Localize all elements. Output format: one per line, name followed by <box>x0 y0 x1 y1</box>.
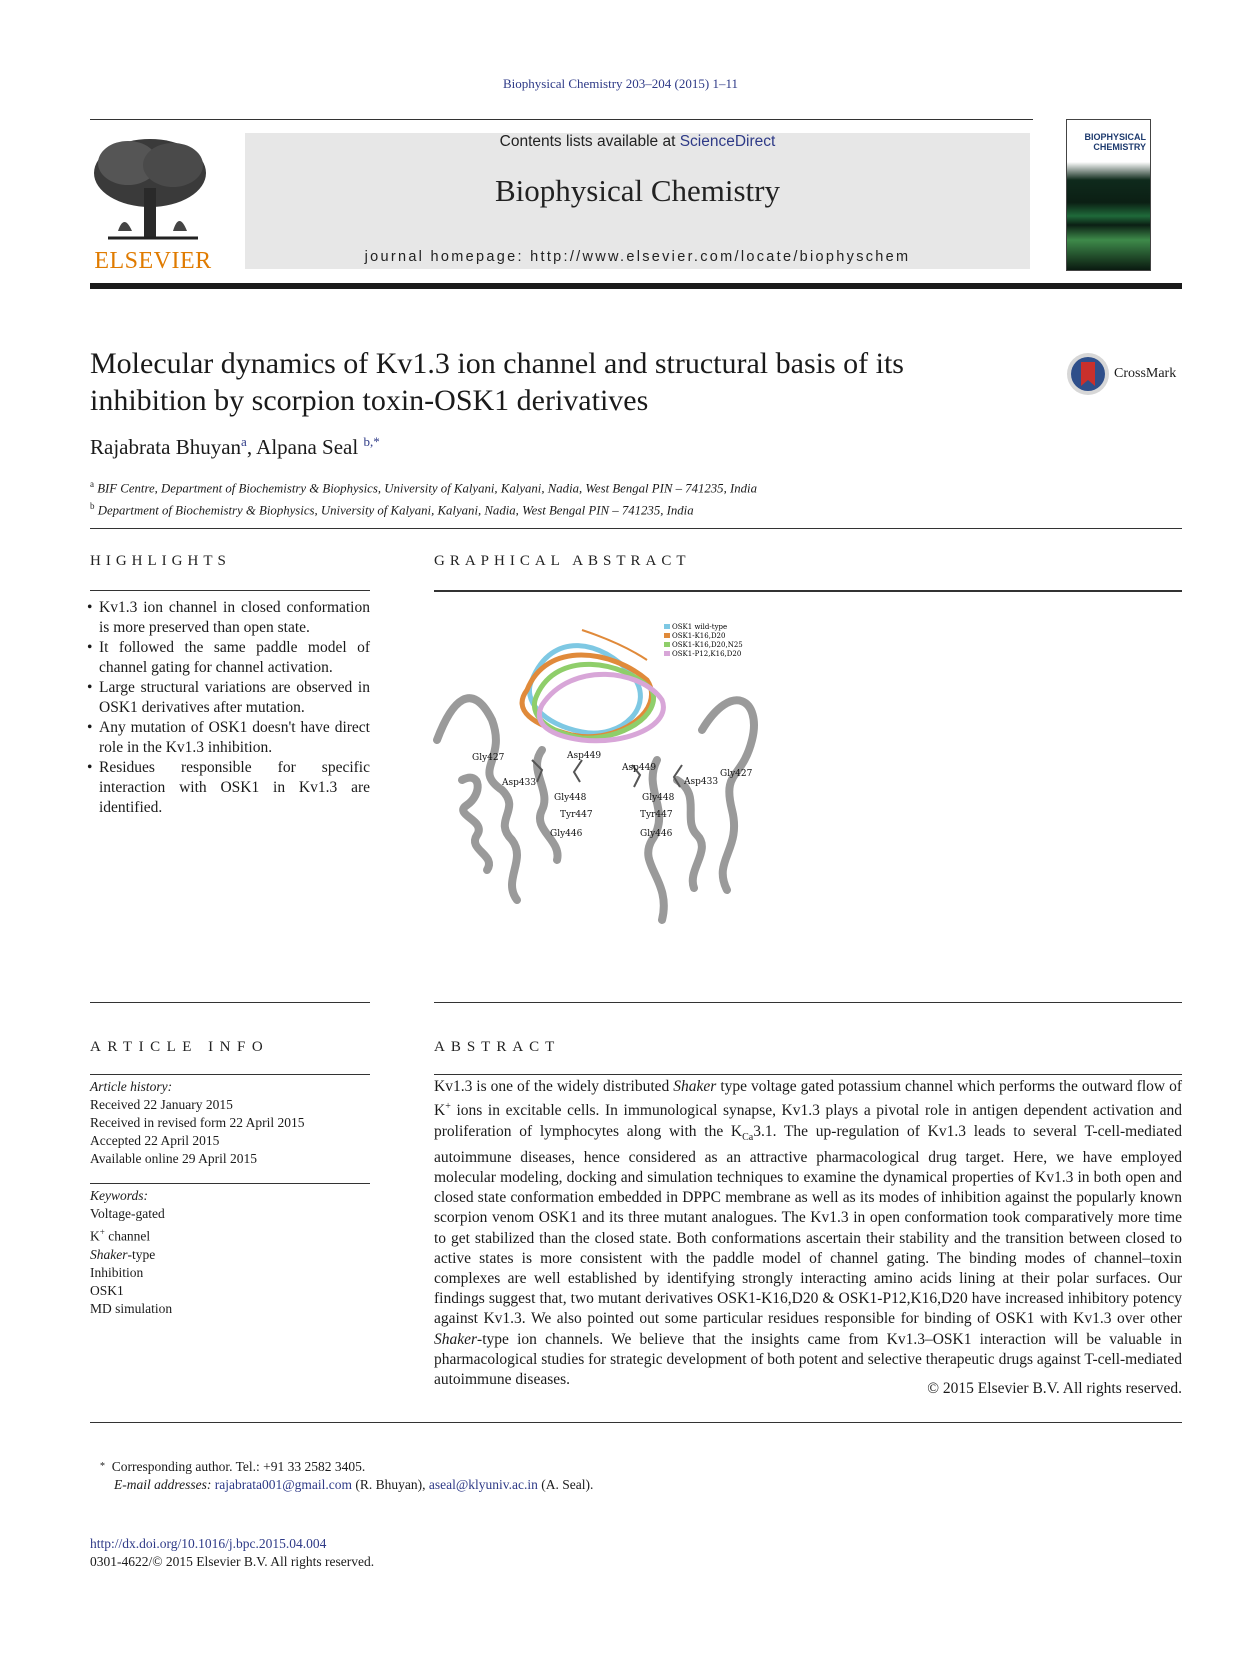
highlights-rule <box>90 590 370 591</box>
history-label: Article history: <box>90 1079 173 1094</box>
contents-prefix: Contents lists available at <box>499 133 680 150</box>
footnote-rule <box>90 1422 1182 1423</box>
legend-swatch <box>664 633 670 638</box>
keyword: Shaker-type <box>90 1246 156 1262</box>
residue-label: Gly448 <box>642 793 675 803</box>
email-addresses: E-mail addresses: rajabrata001@gmail.com (R. Bhuyan), aseal@klyuniv.ac.in (A. Seal). <box>114 1477 594 1492</box>
highlights-bottom-rule <box>90 1002 370 1003</box>
highlight-item: • Residues responsible for specific interaction with OSK1 in Kv1.3 are identified. <box>87 758 370 818</box>
keyword: Voltage-gated <box>90 1206 165 1221</box>
residue-labels <box>472 751 753 839</box>
received-date: Received 22 January 2015 <box>90 1097 233 1112</box>
contents-line <box>245 133 1030 151</box>
legend-swatch <box>664 642 670 647</box>
article-history <box>90 1078 370 1168</box>
residue-label: Gly427 <box>472 753 505 763</box>
article-title: Molecular dynamics of Kv1.3 ion channel and structural basis of its inhibition by scorpion toxin-OSK1 derivatives <box>90 347 904 417</box>
protein-structure-figure <box>432 620 792 950</box>
highlight-item: • Large structural variations are observed in OSK1 derivatives after mutation. <box>87 678 370 718</box>
header-top-rule <box>90 119 1033 120</box>
graphical-abstract-bottom-rule <box>434 1002 1182 1003</box>
article-info-rule <box>90 1074 370 1075</box>
toxin-ribbons <box>522 630 663 741</box>
graphical-abstract-rule <box>434 590 1182 592</box>
corresponding-author: * Corresponding author. Tel.: +91 33 2582 3405. <box>100 1459 366 1474</box>
footnote <box>100 1458 593 1494</box>
affiliation-b: $^b$ Department of Biochemistry & Biophysics, University of Kalyani, Kalyani, Nadia, West Bengal PIN – 741235, India <box>90 501 694 518</box>
legend-label: OSK1-K16,D20 <box>672 632 726 640</box>
journal-homepage[interactable]: journal homepage: http://www.elsevier.com/locate/biophyschem <box>364 249 911 265</box>
doi-block <box>90 1535 374 1571</box>
publisher-name: ELSEVIER <box>94 248 212 274</box>
journal-reference[interactable]: Biophysical Chemistry 203–204 (2015) 1–11 <box>503 76 738 91</box>
highlight-item: • It followed the same paddle model of channel gating for channel activation. <box>87 638 370 678</box>
journal-header-box <box>245 133 1030 269</box>
legend-label: OSK1-K16,D20,N25 <box>672 641 743 649</box>
elsevier-logo <box>88 133 218 273</box>
affiliation-rule <box>90 528 1182 529</box>
header-bottom-rule <box>90 283 1182 289</box>
residue-label: Tyr447 <box>640 810 673 820</box>
cover-title: BIOPHYSICAL CHEMISTRY <box>1084 132 1146 152</box>
legend-label: OSK1-P12,K16,D20 <box>672 650 742 658</box>
issn-line: 0301-4622/© 2015 Elsevier B.V. All rights reserved. <box>90 1554 375 1569</box>
email-link[interactable]: aseal@klyuniv.ac.in <box>428 1477 538 1492</box>
author-2: , Alpana Seal <box>246 435 359 459</box>
ga-legend <box>664 623 743 658</box>
legend-label: OSK1 wild-type <box>672 623 728 631</box>
keywords-label: Keywords: <box>90 1188 148 1203</box>
highlight-item: • Any mutation of OSK1 doesn't have direct role in the Kv1.3 inhibition. <box>87 718 370 758</box>
affiliations <box>90 475 757 520</box>
journal-cover <box>1066 119 1151 271</box>
highlights-heading: HIGHLIGHTS <box>90 553 231 569</box>
graphical-abstract-heading: GRAPHICAL ABSTRACT <box>434 553 691 569</box>
elsevier-tree-icon <box>88 133 218 248</box>
legend-swatch <box>664 624 670 629</box>
crossmark-badge[interactable] <box>1066 352 1186 398</box>
author-2-affiliation[interactable]: b,* <box>363 434 380 449</box>
highlights-list <box>87 598 370 818</box>
keyword: Inhibition <box>90 1264 144 1280</box>
graphical-abstract-figure <box>432 620 792 950</box>
revised-date: Received in revised form 22 April 2015 <box>90 1115 305 1130</box>
crossmark-label: CrossMark <box>1114 366 1177 381</box>
legend-swatch <box>664 651 670 656</box>
doi-link[interactable]: http://dx.doi.org/10.1016/j.bpc.2015.04.004 <box>90 1536 327 1551</box>
abstract-copyright: © 2015 Elsevier B.V. All rights reserved. <box>927 1380 1182 1397</box>
sciencedirect-link[interactable]: ScienceDirect <box>679 133 776 150</box>
residue-label: Gly448 <box>554 793 587 803</box>
residue-label: Asp449 <box>567 751 602 761</box>
highlight-item: • Kv1.3 ion channel in closed conformation is more preserved than open state. <box>87 598 370 638</box>
residue-label: Gly446 <box>550 829 583 839</box>
residue-label: Gly427 <box>720 769 753 779</box>
email-link[interactable]: rajabrata001@gmail.com <box>214 1477 353 1492</box>
authors <box>90 434 380 460</box>
abstract-heading: ABSTRACT <box>434 1039 561 1055</box>
keyword: K+ channel <box>90 1227 151 1244</box>
residue-label: Asp433 <box>684 777 719 787</box>
article-info-heading: ARTICLE INFO <box>90 1039 270 1055</box>
affiliation-a: $^a$ BIF Centre, Department of Biochemistry & Biophysics, University of Kalyani, Kalyani, Nadia, West Bengal PIN – 741235, India <box>90 479 757 496</box>
residue-label: Asp449 <box>622 763 657 773</box>
abstract-text: Kv1.3 is one of the widely distributed Shaker type voltage gated potassium channel which performs the outward flow of K+ ions in excitable cells. In immunological synapse, Kv1.3 plays a pivotal role in antigen dependent activation and proliferation of lymphocytes along with the $K_{Ca}3.1$. The up-regulation of Kv1.3 leads to several T-cell-mediated autoimmune diseases, hence considered as an attractive pharmacological drug target. Here, we have employed molecular modeling, docking and simulation techniques to examine the dynamical properties of Kv1.3 in both open and closed state conformation embedded in DPPC membrane as well as its modes of inhibition against the popularly known scorpion venom OSK1 and its three mutant analogues. The Kv1.3 in open conformation took comparatively more time to get stabilized than the closed state. Both conformations ascertain their stability and the transition between closed to active states is more consistent with the paddle model of channel gating. The binding modes of channel–toxin complexes are well established by identifying strongly interacting amino acids lining at their polar surfaces. Our findings suggest that, two mutant derivatives OSK1-K16,D20 & OSK1-P12,K16,D20 have increased inhibitory potency against Kv1.3. We also pointed out some particular residues responsible for binding of OSK1 with Kv1.3 over other Shaker-type ion channels. We believe that the insights came from Kv1.3–OSK1 interaction will be valuable in pharmacological studies for strategic development of both potent and selective therapeutic drugs against T-cell-mediated autoimmune diseases. <box>434 1078 1182 1389</box>
abstract-rule <box>434 1074 1182 1075</box>
residue-label: Tyr447 <box>560 810 593 820</box>
keywords-rule <box>90 1183 370 1184</box>
journal-title: Biophysical Chemistry <box>494 173 780 208</box>
residue-label: Asp433 <box>502 778 537 788</box>
residue-label: Gly446 <box>640 829 673 839</box>
keyword: MD simulation <box>90 1300 173 1316</box>
author-1-affiliation[interactable]: a <box>241 434 247 449</box>
online-date: Available online 29 April 2015 <box>90 1151 257 1166</box>
crossmark-icon <box>1066 352 1110 396</box>
accepted-date: Accepted 22 April 2015 <box>90 1133 220 1148</box>
author-1: Rajabrata Bhuyan <box>90 435 242 459</box>
keyword: OSK1 <box>90 1282 124 1298</box>
keywords <box>90 1187 370 1318</box>
